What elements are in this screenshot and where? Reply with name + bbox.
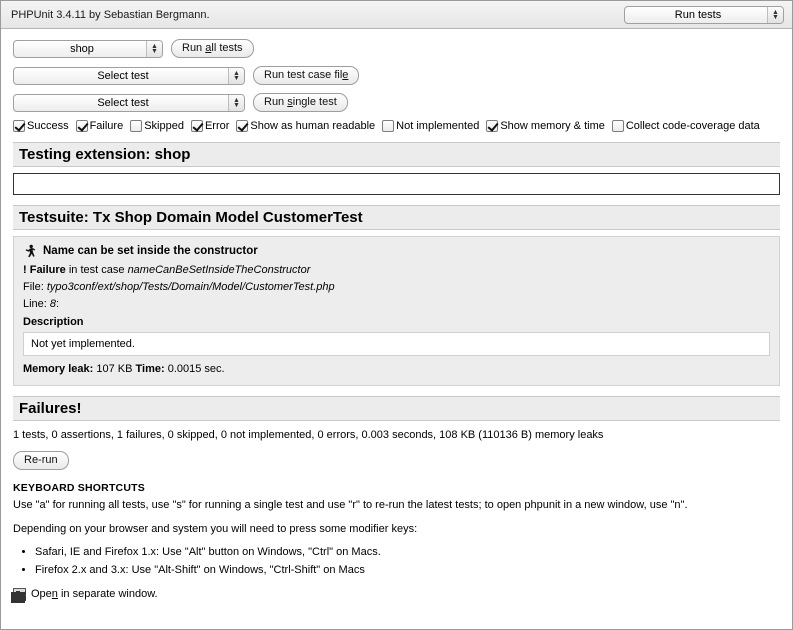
checkbox-collect-coverage[interactable]: [612, 120, 760, 132]
test-result-panel: [13, 236, 780, 386]
checkbox-not-implemented[interactable]: [382, 120, 479, 132]
expand-window-icon[interactable]: [13, 588, 26, 601]
single-test-row: [13, 93, 780, 112]
extension-row: [13, 39, 780, 58]
testsuite-heading: Testsuite: Tx Shop Domain Model CustomerTest: [13, 205, 780, 230]
run-single-accesskey: s: [287, 96, 293, 108]
checkbox-label: Show memory & time: [500, 120, 605, 132]
checkbox-error[interactable]: [191, 120, 229, 132]
checkbox-label: Skipped: [144, 120, 184, 132]
testing-extension-heading: Testing extension: shop: [13, 142, 780, 167]
testcase-select-wrapper[interactable]: [13, 67, 245, 85]
line-line: [23, 297, 770, 312]
runner-icon: [23, 244, 37, 258]
run-all-accesskey: a: [205, 42, 212, 54]
footer-link-pre: Ope: [31, 588, 52, 601]
keyboard-shortcuts-title: KEYBOARD SHORTCUTS: [13, 482, 145, 495]
single-test-select[interactable]: Select test: [13, 94, 245, 112]
shortcuts-line-1: Use "a" for running all tests, use "s" for running a single test and use "r" to re-run the latest tests; to open phpunit in a new window, use "n".: [13, 499, 688, 512]
checkbox-show-memory-time[interactable]: [486, 120, 605, 132]
failure-status: ! Failure: [23, 264, 66, 276]
checkbox-box-icon[interactable]: [612, 120, 624, 132]
checkbox-label: Show as human readable: [250, 120, 376, 132]
stats-line: [23, 362, 770, 377]
run-mode-select[interactable]: Run tests: [624, 6, 784, 24]
summary-line: 1 tests, 0 assertions, 1 failures, 0 skipped, 0 not implemented, 0 errors, 0.003 seconds, 108 KB (110136 B) memory leaks: [13, 429, 604, 442]
checkbox-success[interactable]: [13, 120, 69, 132]
app-title: PHPUnit 3.4.11 by Sebastian Bergmann.: [11, 8, 210, 21]
run-all-label-pre: Run: [182, 42, 206, 54]
top-bar: [1, 1, 792, 29]
footer-link-post: in separate window.: [57, 588, 158, 601]
checkbox-label: Error: [204, 120, 230, 132]
footer: [13, 588, 780, 609]
run-test-case-file-button[interactable]: [253, 66, 359, 85]
run-single-label-post: ingle test: [292, 96, 337, 108]
run-testcase-label-pre: Run test case fil: [264, 69, 343, 81]
checkbox-failure[interactable]: [76, 120, 124, 132]
testcase-row: [13, 66, 780, 85]
extension-select[interactable]: shop: [13, 40, 163, 58]
checkbox-box-icon[interactable]: [191, 120, 203, 132]
footer-accesskey: n: [51, 588, 58, 601]
file-label: File:: [23, 280, 47, 293]
memory-label: Memory leak:: [23, 362, 94, 375]
checkbox-label: Not implemented: [396, 120, 480, 132]
run-single-test-button[interactable]: [253, 93, 348, 112]
list-item: • Firefox 2.x and 3.x: Use "Alt-Shift" on Windows, "Ctrl-Shift" on Macs: [35, 563, 780, 578]
checkbox-label: Failure: [89, 120, 124, 132]
checkbox-box-icon[interactable]: [13, 120, 25, 132]
filter-checkbox-group: [13, 120, 780, 132]
select-arrows-icon: ▲ ▼: [228, 95, 244, 111]
line-label: Line:: [23, 297, 50, 310]
checkbox-human-readable[interactable]: [236, 120, 375, 132]
checkbox-box-icon[interactable]: [130, 120, 142, 132]
shortcuts-line-2: Depending on your browser and system you will need to press some modifier keys:: [13, 522, 418, 535]
failures-heading: Failures!: [13, 396, 780, 421]
file-path: typo3conf/ext/shop/Tests/Domain/Model/CustomerTest.php: [46, 280, 335, 293]
line-value: 8: [49, 297, 57, 310]
checkbox-skipped[interactable]: [130, 120, 184, 132]
checkbox-box-icon[interactable]: [486, 120, 498, 132]
failure-test-case: nameCanBeSetInsideTheConstructor: [127, 264, 311, 276]
testcase-select[interactable]: Select test: [13, 67, 245, 85]
time-label: Time:: [135, 362, 165, 375]
run-testcase-accesskey: e: [342, 69, 349, 81]
re-run-button[interactable]: Re-run: [13, 451, 69, 470]
test-name: Name can be set inside the constructor: [43, 245, 258, 257]
list-item: • Safari, IE and Firefox 1.x: Use "Alt" button on Windows, "Ctrl" on Macs.: [35, 545, 780, 560]
checkbox-box-icon[interactable]: [236, 120, 248, 132]
line-suffix: :: [56, 297, 60, 310]
single-test-select-wrapper[interactable]: [13, 94, 245, 112]
select-arrows-icon: ▲ ▼: [767, 7, 783, 23]
content-area: [1, 29, 792, 609]
description-box: Not yet implemented.: [23, 332, 770, 356]
run-single-label-pre: Run: [264, 96, 288, 108]
open-separate-window-link[interactable]: [31, 588, 158, 600]
select-arrows-icon: ▲ ▼: [228, 68, 244, 84]
checkbox-box-icon[interactable]: [382, 120, 394, 132]
run-mode-select-wrapper[interactable]: [624, 6, 784, 24]
file-line: [23, 280, 770, 295]
select-arrows-icon: ▲ ▼: [146, 41, 162, 57]
checkbox-box-icon[interactable]: [76, 120, 88, 132]
progress-bar: [13, 173, 780, 195]
description-label: Description: [23, 315, 84, 328]
failure-line: [23, 263, 770, 278]
failure-status-rest: in test case: [65, 264, 128, 276]
extension-select-wrapper[interactable]: [13, 40, 163, 58]
checkbox-label: Success: [27, 120, 69, 132]
shortcuts-list: [13, 545, 780, 578]
run-all-tests-button[interactable]: [171, 39, 254, 58]
run-all-label-post: ll tests: [211, 42, 243, 54]
test-result-title: [23, 244, 770, 258]
checkbox-label: Collect code-coverage data: [625, 120, 760, 132]
time-value: 0.0015 sec.: [167, 362, 225, 375]
memory-value: 107 KB: [96, 362, 133, 375]
